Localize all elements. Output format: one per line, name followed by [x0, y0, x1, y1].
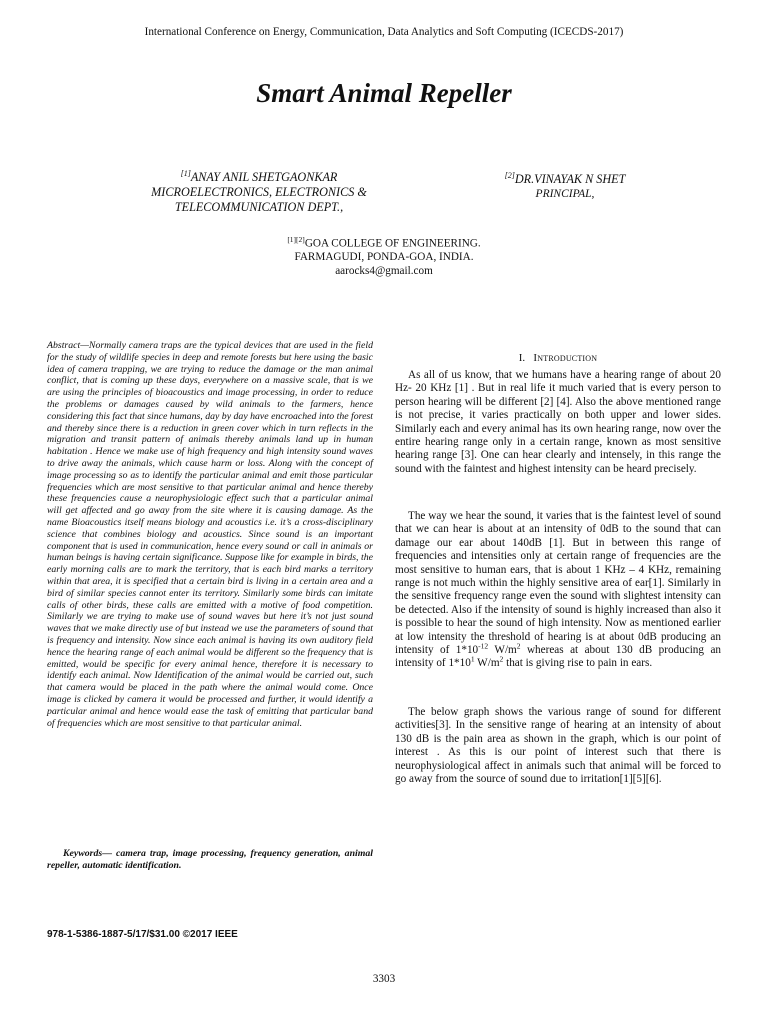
author-1-name-line — [114, 166, 404, 185]
intro-p2-mid: whereas at about 130 dB producing an intensity of — [395, 644, 722, 670]
intensity-value-2: 1*10 — [448, 657, 471, 670]
paper-title: Smart Animal Repeller — [256, 78, 512, 108]
abstract-label: Abstract — [47, 340, 81, 351]
section-title: Introduction — [533, 352, 598, 364]
intensity-unit-1: W/m — [488, 644, 517, 657]
author-block-1 — [114, 166, 404, 215]
intensity-unit-exponent-2: 2 — [499, 654, 504, 664]
keywords-paragraph — [47, 848, 373, 872]
intensity-unit-2: W/m — [474, 657, 500, 670]
intro-p2-main: The way we hear the sound, it varies that is the faintest level of sound that we can hear is about at an intensity of 0dB to the sound that can damage our ear about 140dB [1]. But in between this range of frequencies and intensities only at certain range of frequencies are the most sensitive to human ears, that is about 1 KHz – 4 KHz, remaining range is not much within the highly sensitive area of ear[1]. Similarly in the sensitive frequency range even the sound with slightest intensity can be detected. Also if the intensity of sound is highly increased than also it is possible to hear the sound of high intensity. Now as mentioned earlier at low intensity the threshold of hearing is at about 0dB producing an intensity of — [395, 510, 721, 657]
affiliation-block — [200, 233, 568, 278]
author-1-mark: [1] — [180, 169, 191, 178]
intensity-unit-exponent-1: 2 — [516, 641, 521, 651]
author-1-name: ANAY ANIL SHETGAONKAR — [190, 170, 338, 185]
intro-paragraph-3: The below graph shows the various range of sound for different activities[3]. In the sensitive range of hearing at an intensity of about 130 dB is the pain area as shown in the graph, which is our point of interest . As this is our point of interest such that there is neurophysiological affect in animals such that animal will be forced to go away from the source of sound due to irritation[1][5][6]. — [395, 706, 721, 786]
intensity-exponent-1: -12 — [478, 641, 489, 651]
affiliation-address: FARMAGUDI, PONDA-GOA, INDIA. — [294, 251, 474, 264]
author-2-name-line — [470, 168, 660, 187]
keywords-text: camera trap, image processing, frequency generation, animal repeller, automatic identification. — [47, 848, 373, 871]
author-block-2 — [470, 168, 660, 202]
intro-p2-end: that is giving rise to pain in ears. — [503, 657, 653, 670]
affiliation-college-line — [200, 233, 568, 251]
author-2-role: PRINCIPAL, — [535, 188, 595, 201]
intro-paragraph-2 — [395, 510, 721, 671]
author-1-dept-line-2: TELECOMMUNICATION DEPT., — [174, 200, 344, 215]
page-number: 3303 — [372, 973, 396, 985]
keywords-label: Keywords— — [63, 848, 112, 859]
section-number: I. — [518, 352, 526, 364]
intensity-value-1: 1*10 — [455, 644, 479, 657]
abstract-text: Normally camera traps are the typical devices that are used in the field for the study of wildlife species in deep and remote forests but here using the basic idea of camera trapping, we are trying to reduce the damage or the man animal conflict, that is coming up these days, everywhere on a massive scale, that is we are using the principles of bioacoustics and image processing, in order to reduce the problems or damages caused by wild animals to the farmers, hence considering this fact that since humans, day by day have encroached into the forest and thereby since there is a reduction in green cover which in turn reflects in the migration and transit pattern of animals thereby animals land up in human habitation . Hence we make use of high frequency and high intensity sound waves to drive away the animals, which cause harm or loss. Along with the concept of image processing so as to identify the particular animal and emit those particular frequencies which are most sensitive to that particular animal and hence thereby these frequencies cause a neurophysiologic effect such that a particular animal will get affected and go away from the site where it is causing damage. As the name Bioacoustics itself means biology and acoustics i.e. it’s a cross-disciplinary science that combines biology and acoustics. Since sound is an important component that is used in communication, hence every sound or call in animals or human beings is having certain significance. Suppose like for example in birds, the early morning calls are to mark the territory, that is each bird marks a territory within that area, it is specified that a certain bird is living in a certain area and a bird of similar species cannot enter its territory. Similarly some birds can imitate calls of other birds, these calls are emitted with a motive of food competition. Similarly we are trying to make use of sound waves but here it’s not just sound waves that we make directly use of but instead we use the parameters of sound that is frequency and intensity. Now since each animal is having its own auditory field hence the hearing range of each animal would be different so the frequency that is emitted, would be specific for every animal hence, therefore it is necessary to identify each animal. Now Identification of the animal would be carried out, such that camera would be placed in the path where the animal would come. Once image is clicked by camera it would be processed and further, it would identify a particular animal and hence would ease the task of emitting that particular band of frequencies which are most sensitive to that particular animal. — [47, 340, 373, 729]
conference-header: International Conference on Energy, Communication, Data Analytics and Soft Computing (ICECDS-2017) — [144, 26, 624, 38]
affiliation-email: aarocks4@gmail.com — [335, 264, 433, 277]
abstract-dash: — — [80, 340, 89, 351]
abstract-paragraph — [47, 340, 373, 729]
copyright-notice: 978-1-5386-1887-5/17/$31.00 ©2017 IEEE — [47, 929, 238, 940]
author-1-dept-line-1: MICROELECTRONICS, ELECTRONICS & — [151, 185, 367, 200]
affiliation-college: GOA COLLEGE OF ENGINEERING. — [304, 237, 481, 250]
section-heading-introduction — [395, 352, 721, 364]
author-2-mark: [2] — [504, 171, 515, 180]
affiliation-mark: [1][2] — [287, 235, 305, 244]
intro-paragraph-1: As all of us know, that we humans have a hearing range of about 20 Hz- 20 KHz [1] . But in real life it much varied that is every person to person hearing will be different [2] [4]. Also the above mentioned range is not precise, it varies practically on both upper and lower sides. Similarly each and every animal has its own hearing range, now over the entire hearing range only in a certain range, known as most sensitive hearing range [3]. One can hear clearly and intensely, in this range the sound with the faintest and highest intensity can be heard precisely. — [395, 369, 721, 475]
intensity-exponent-2: 1 — [470, 654, 475, 664]
author-2-name: DR.VINAYAK N SHET — [514, 172, 626, 187]
